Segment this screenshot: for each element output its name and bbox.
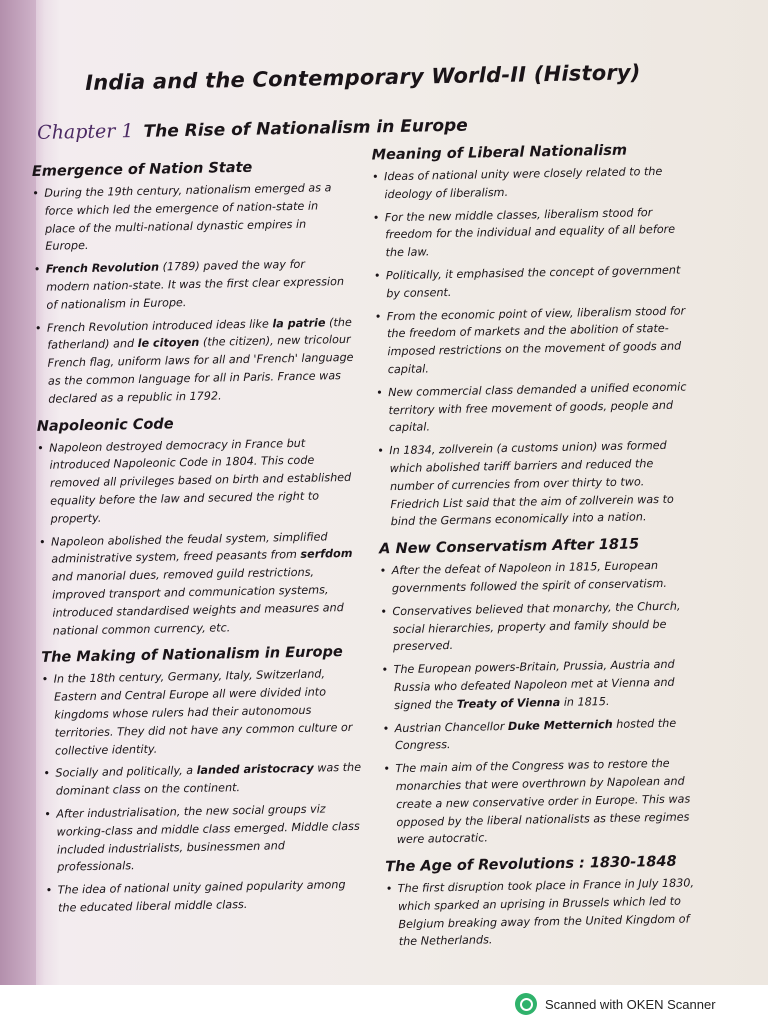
list-item [42,665,362,760]
text-run: In 1834, zollverein (a customs union) was formed which abolished tariff barriers and reduced the number of currencies from over thirty to two. Friedrich List said that the aim of zollverein was to bind the Germans economically into a nation. [389,439,674,529]
text-run: The idea of national unity gained popularity among the educated liberal middle class. [57,878,346,915]
two-column-body [32,141,747,964]
list-item [380,597,699,656]
text-run: and manorial dues, removed guild restrictions, improved transport and communication systems, introduced standardised weights and measures and national common currency, etc. [51,565,344,638]
bold-term: landed aristocracy [196,761,314,778]
scanner-logo-icon [515,993,537,1015]
text-run: New commercial class demanded a unified economic territory with free movement of goods, people and capital. [388,380,687,435]
text-run: Napoleon abolished the feudal system, simplified administrative system, freed peasants from [50,529,328,567]
bold-term: Treaty of Vienna [456,695,561,711]
list-item [379,556,698,598]
list-item [373,203,692,262]
list-item [383,714,702,756]
text-run: From the economic point of view, liberalism stood for the freedom of markets and the abolition of state-imposed restrictions on the movement of goods and capital. [386,304,686,377]
chapter-number: Chapter 1 [36,120,134,144]
scanner-text: Scanned with OKEN Scanner [545,996,716,1012]
list-item [374,261,693,303]
page-content [30,59,747,964]
text-run: French Revolution introduced ideas like [46,316,273,335]
list-item [35,313,355,408]
bold-term: French Revolution [45,260,160,276]
text-run: Conservatives believed that monarchy, the Church, social hierarchies, property and family should be preserved. [392,599,681,654]
text-run: Austrian Chancellor [394,719,509,735]
list-item [37,433,357,528]
bold-term: la patrie [272,315,326,330]
section-heading: The Making of Nationalism in Europe [41,644,343,667]
text-run: (the fatherland) and [47,315,352,353]
text-run: in 1815. [560,694,610,709]
text-run: was the dominant class on the continent. [55,761,362,798]
text-run: Socially and politically, a [55,764,197,780]
bullet-list [32,179,354,409]
list-item [39,527,359,640]
text-run: The main aim of the Congress was to restore the monarchies that were overthrown by Napolean and create a new conservative order in Europe. This was opposed by the liberal nationalists as these regimes were autocratic. [395,756,691,847]
bullet-list [372,162,697,531]
bold-term: Duke Metternich [507,717,613,733]
list-item [386,874,705,951]
list-item [375,302,694,379]
list-item [381,655,700,714]
bullet-list [42,665,365,917]
chapter-title: The Rise of Nationalism in Europe [143,115,468,142]
list-item [43,759,362,801]
text-run: The first disruption took place in France in July 1830, which sparked an uprising in Brussels which led to Belgium breaking away from the United Kingdom of the Netherlands. [397,876,695,949]
bullet-list [37,433,359,640]
text-run: In the 18th century, Germany, Italy, Switzerland, Eastern and Central Europe all were divided into kingdoms whose rulers had their autonomous territories. They did not have any common culture or collective identity. [53,667,353,758]
text-run: hosted the Congress. [394,716,677,753]
bold-term: serfdom [300,547,353,562]
text-run: (the citizen), new tricolour French flag, uniform laws for all and 'French' language as the common language for all in Paris. France was declared as a republic in 1792. [47,333,354,406]
scanner-watermark [515,993,716,1015]
text-run: After the defeat of Napoleon in 1815, European governments followed the spirit of conservatism. [391,559,667,596]
list-item [44,800,363,877]
text-run: Ideas of national unity were closely related to the ideology of liberalism. [383,164,663,202]
list-item [372,162,691,204]
list-item [46,876,365,918]
list-item [377,436,697,531]
list-item [376,378,695,437]
right-column [371,131,705,956]
list-item [32,179,351,256]
bullet-list [386,874,705,951]
text-run: (1789) paved the way for modern nation-state. It was the first clear expression of nationalism in Europe. [46,257,345,312]
section-heading: Emergence of Nation State [31,159,253,180]
bullet-list [379,556,702,849]
text-run: During the 19th century, nationalism emerged as a force which led the emergence of nation-state in place of the multi-national dynastic empires in Europe. [44,181,332,254]
text-run: After industrialisation, the new social groups viz working-class and middle class emerged. Middle class included industrialists, businessmen and professionals. [56,802,360,874]
text-run: Politically, it emphasised the concept of government by consent. [385,263,681,300]
left-column [32,148,365,963]
list-item [34,255,353,314]
text-run: Napoleon destroyed democracy in France but introduced Napoleonic Code in 1804. This code removed all privileges based on birth and established equality before the law and secured the right to property. [49,436,352,526]
section-heading: Napoleonic Code [36,415,174,435]
book-title: India and the Contemporary World-II (History) [84,60,641,95]
list-item [383,754,703,849]
bold-term: le citoyen [137,336,200,351]
text-run: For the new middle classes, liberalism stood for freedom for the individual and equality of all before the law. [384,205,676,260]
section-heading: A New Conservatism After 1815 [379,536,640,558]
section-heading: Meaning of Liberal Nationalism [371,142,628,164]
text-run: The European powers-Britain, Prussia, Austria and Russia who defeated Napoleon met at Vienna and signed the [393,657,675,712]
section-heading: The Age of Revolutions : 1830-1848 [385,853,677,876]
